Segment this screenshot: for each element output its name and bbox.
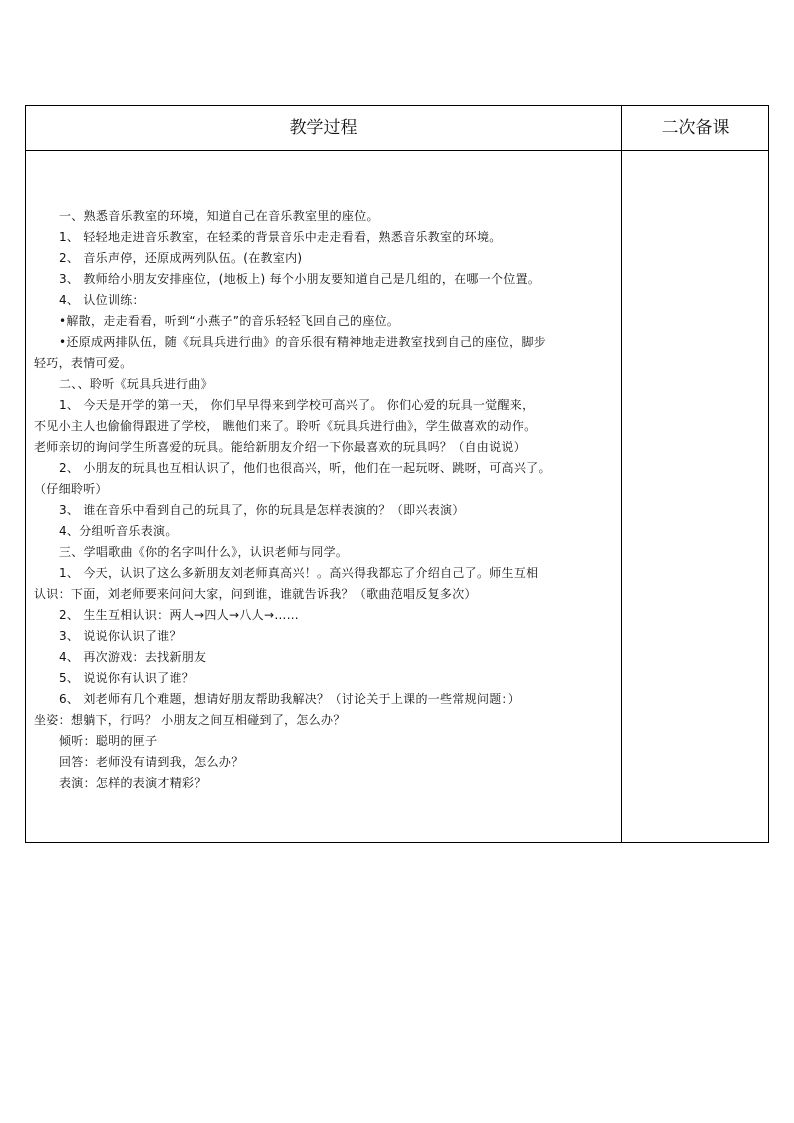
text-line: 5、 说说你有认识了谁？ bbox=[59, 671, 195, 685]
column-divider bbox=[621, 106, 622, 842]
text-line: 2、 音乐声停，还原成两列队伍。(在教室内) bbox=[59, 251, 303, 265]
text-line: 轻巧，表情可爱。 bbox=[34, 356, 133, 370]
text-line: 4、 再次游戏：去找新朋友 bbox=[59, 650, 207, 664]
text-line: 1、 今天是开学的第一天， 你们早早得来到学校可高兴了。 你们心爱的玩具一觉醒来， bbox=[59, 398, 535, 412]
text-line: 坐姿：想躺下，行吗？ 小朋友之间互相碰到了，怎么办？ bbox=[34, 713, 346, 727]
text-line: 老师亲切的询问学生所喜爱的玩具。能给新朋友介绍一下你最喜欢的玩具吗？（自由说说） bbox=[34, 440, 527, 454]
text-line: 3、 教师给小朋友安排座位，(地板上) 每个小朋友要知道自己是几组的，在哪一个位置。 bbox=[59, 272, 541, 286]
lesson-content bbox=[34, 206, 620, 794]
text-line: 4、 认位训练： bbox=[59, 293, 145, 307]
text-line: •解散，走走看看，听到“小燕子”的音乐轻轻飞回自己的座位。 bbox=[59, 314, 400, 328]
text-line: 回答：老师没有请到我，怎么办？ bbox=[59, 755, 244, 769]
text-line: 3、 说说你认识了谁？ bbox=[59, 629, 182, 643]
text-line: 4、分组听音乐表演。 bbox=[59, 524, 178, 538]
text-line: 2、 小朋友的玩具也互相认识了，他们也很高兴，听，他们在一起玩呀、跳呀，可高兴了。 bbox=[59, 461, 551, 475]
header-divider bbox=[26, 150, 768, 151]
text-line: 三、学唱歌曲《你的名字叫什么》，认识老师与同学。 bbox=[59, 545, 349, 559]
lesson-table bbox=[25, 105, 769, 843]
text-line: （仔细聆听） bbox=[34, 482, 108, 496]
text-line: 1、 轻轻地走进音乐教室，在轻柔的背景音乐中走走看看，熟悉音乐教室的环境。 bbox=[59, 230, 502, 244]
text-line: 倾听：聪明的匣子 bbox=[59, 734, 158, 748]
text-line: 不见小主人也偷偷得跟进了学校， 瞧他们来了。聆听《玩具兵进行曲》，学生做喜欢的动作。 bbox=[34, 419, 537, 433]
text-line: 一、熟悉音乐教室的环境，知道自己在音乐教室里的座位。 bbox=[59, 209, 379, 223]
text-line: 表演：怎样的表演才精彩？ bbox=[59, 776, 207, 790]
text-line: 认识：下面，刘老师要来问问大家，问到谁，谁就告诉我？（歌曲范唱反复多次） bbox=[34, 587, 477, 601]
text-line: 二、、聆听《玩具兵进行曲》 bbox=[59, 377, 213, 391]
text-line: •还原成两排队伍，随《玩具兵进行曲》的音乐很有精神地走进教室找到自己的座位，脚步 bbox=[59, 335, 547, 349]
text-line: 1、 今天，认识了这么多新朋友刘老师真高兴！。高兴得我都忘了介绍自己了。师生互相 bbox=[59, 566, 539, 580]
text-line: 2、 生生互相认识：两人→四人→八人→…… bbox=[59, 608, 299, 622]
text-line: 3、 谁在音乐中看到自己的玩具了，你的玩具是怎样表演的？（即兴表演） bbox=[59, 503, 465, 517]
text-line: 6、 刘老师有几个难题，想请好朋友帮助我解决？（讨论关于上课的一些常规问题：） bbox=[59, 692, 521, 706]
header-teaching-process: 教学过程 bbox=[289, 118, 358, 138]
header-second-preparation: 二次备课 bbox=[661, 118, 730, 138]
